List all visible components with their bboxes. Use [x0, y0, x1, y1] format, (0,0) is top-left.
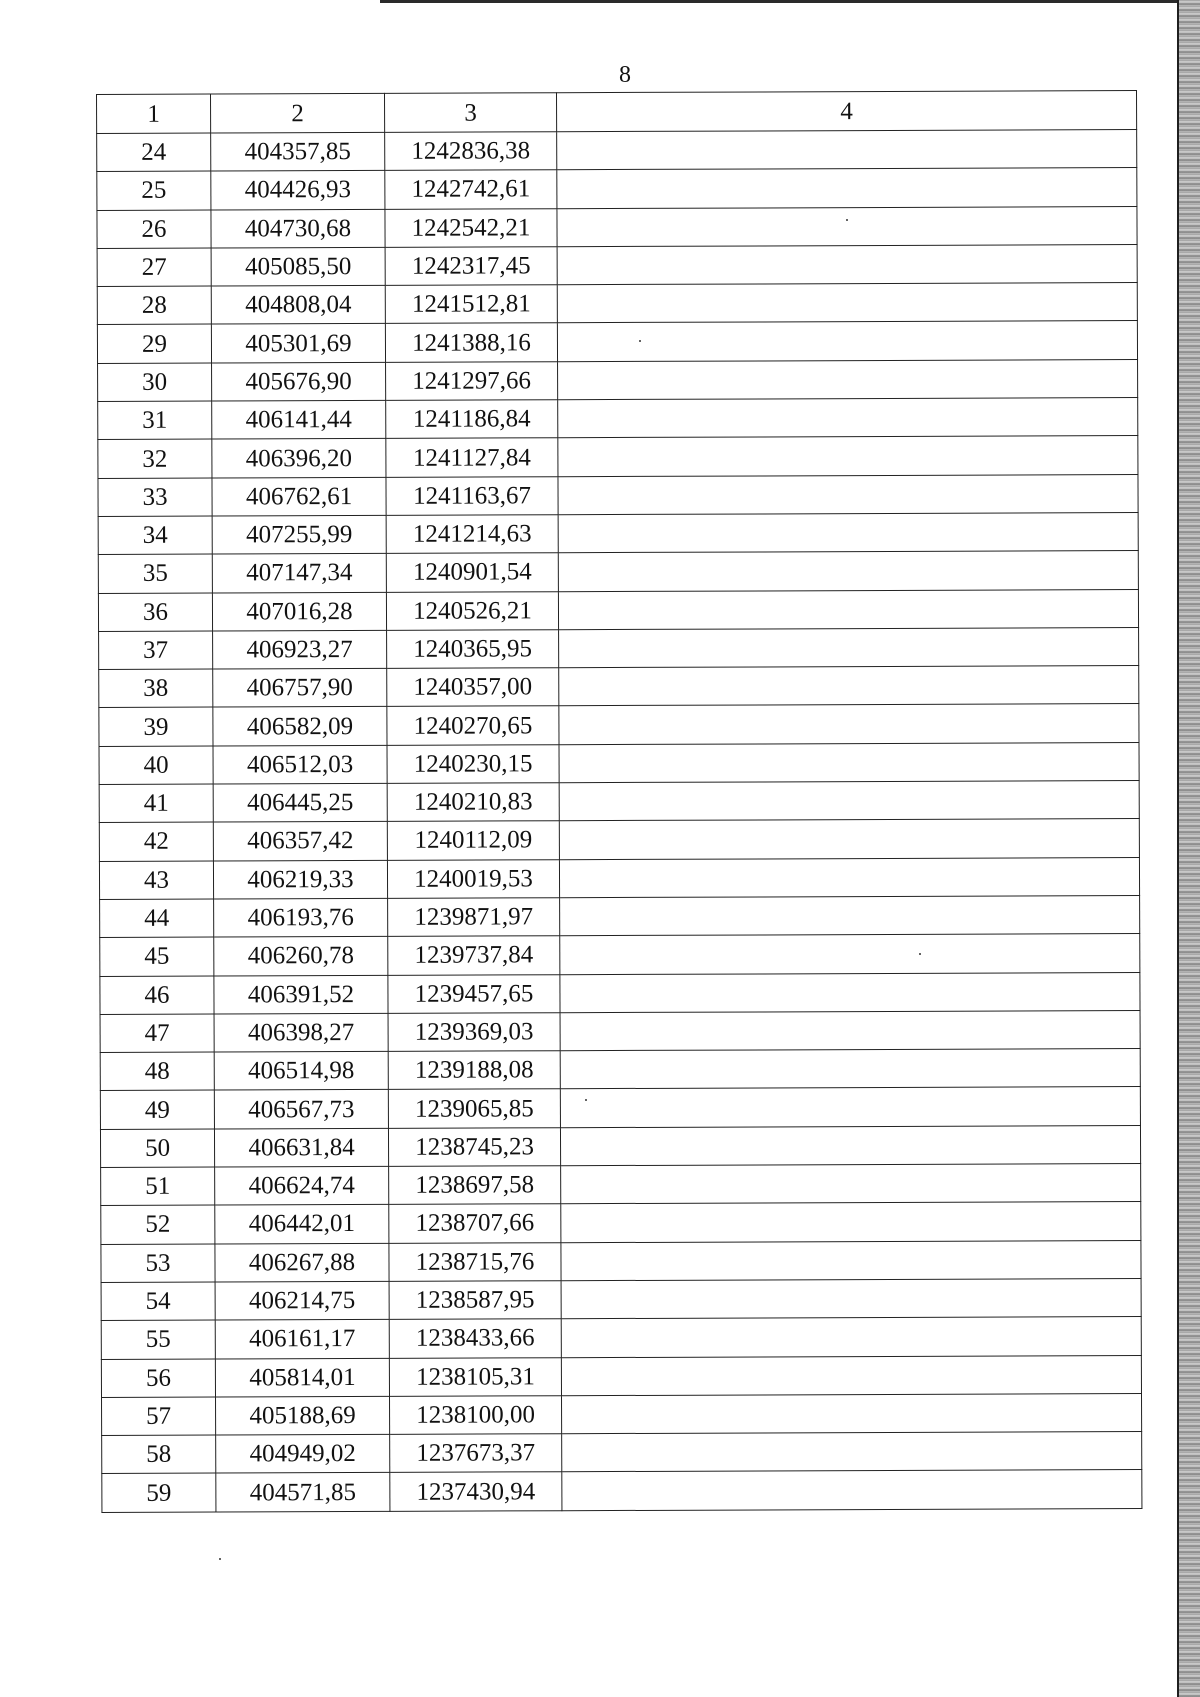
- scan-speck: [846, 219, 848, 221]
- table-cell-col-2: 407016,28: [212, 592, 386, 631]
- table-cell-col-3: 1240526,21: [386, 591, 558, 630]
- table-row: [100, 934, 1140, 976]
- table-row: [98, 359, 1138, 401]
- table-cell-col-4: [559, 857, 1139, 898]
- table-cell-col-2: 404808,04: [211, 286, 385, 325]
- table-cell-col-3: 1237430,94: [390, 1472, 562, 1511]
- table-cell-col-2: 406398,27: [214, 1013, 388, 1052]
- header-cell-4: 4: [556, 91, 1136, 132]
- table-cell-col-3: 1239369,03: [388, 1013, 560, 1052]
- table-cell-col-1: 46: [100, 976, 214, 1015]
- table-cell-col-3: 1240112,09: [387, 821, 559, 860]
- table-row: [98, 551, 1138, 593]
- table-row: [98, 398, 1138, 440]
- table-cell-col-3: 1238433,66: [389, 1319, 561, 1358]
- table-cell-col-2: 406762,61: [212, 477, 386, 516]
- table-cell-col-2: 406141,44: [212, 400, 386, 439]
- table-cell-col-1: 36: [98, 593, 212, 632]
- table-row: [97, 130, 1137, 172]
- table-row: [97, 206, 1137, 248]
- table-cell-col-4: [561, 1278, 1141, 1319]
- table-cell-col-4: [560, 1049, 1140, 1090]
- table-row: [98, 512, 1138, 554]
- table-cell-col-3: 1239737,84: [388, 936, 560, 975]
- table-cell-col-4: [562, 1470, 1142, 1511]
- table-cell-col-2: 406391,52: [214, 975, 388, 1014]
- table-row: [98, 589, 1138, 631]
- table-cell-col-1: 31: [98, 401, 212, 440]
- table-row: [98, 436, 1138, 478]
- table-row: [100, 1010, 1140, 1052]
- table-cell-col-4: [558, 474, 1138, 515]
- table-cell-col-3: 1241388,16: [385, 323, 557, 362]
- table-cell-col-4: [558, 398, 1138, 439]
- table-cell-col-4: [561, 1240, 1141, 1281]
- table-cell-col-2: 406193,76: [214, 898, 388, 937]
- table-row: [101, 1202, 1141, 1244]
- table-cell-col-1: 35: [98, 554, 212, 593]
- table-row: [102, 1470, 1142, 1512]
- table-cell-col-3: 1239871,97: [388, 898, 560, 937]
- table-row: [100, 1049, 1140, 1091]
- table-cell-col-3: 1240357,00: [387, 668, 559, 707]
- table-cell-col-1: 25: [97, 171, 211, 210]
- table-cell-col-4: [557, 244, 1137, 285]
- table-row: [99, 742, 1139, 784]
- table-cell-col-3: 1240365,95: [387, 630, 559, 669]
- table-cell-col-4: [560, 934, 1140, 975]
- table-cell-col-3: 1241297,66: [386, 362, 558, 401]
- table-cell-col-1: 26: [97, 210, 211, 249]
- table-row: [98, 474, 1138, 516]
- table-cell-col-2: 406631,84: [214, 1128, 388, 1167]
- table-row: [101, 1355, 1141, 1397]
- table-cell-col-4: [558, 436, 1138, 477]
- table-cell-col-1: 47: [100, 1014, 214, 1053]
- table-cell-col-4: [560, 972, 1140, 1013]
- table-cell-col-4: [558, 589, 1138, 630]
- table-cell-col-4: [559, 742, 1139, 783]
- header-cell-3: 3: [384, 93, 556, 133]
- table-cell-col-2: 404357,85: [211, 132, 385, 171]
- table-cell-col-1: 44: [100, 899, 214, 938]
- table-cell-col-4: [561, 1317, 1141, 1358]
- table-cell-col-3: 1238697,58: [389, 1166, 561, 1205]
- table-row: [102, 1393, 1142, 1435]
- table-cell-col-4: [559, 666, 1139, 707]
- scan-speck: [585, 1099, 587, 1101]
- table-row: [97, 168, 1137, 210]
- table-cell-col-2: 406624,74: [215, 1166, 389, 1205]
- table-row: [100, 1125, 1140, 1167]
- table-cell-col-1: 37: [99, 631, 213, 670]
- table-cell-col-3: 1242542,21: [385, 208, 557, 247]
- table-cell-col-3: 1242742,61: [385, 170, 557, 209]
- table-cell-col-2: 406214,75: [215, 1281, 389, 1320]
- table-cell-col-3: 1237673,37: [390, 1434, 562, 1473]
- table-cell-col-1: 29: [97, 325, 211, 364]
- table-cell-col-2: 406260,78: [214, 937, 388, 976]
- header-cell-1: 1: [97, 94, 211, 133]
- table-cell-col-3: 1238707,66: [389, 1204, 561, 1243]
- table-cell-col-3: 1240210,83: [387, 783, 559, 822]
- table-row: [101, 1317, 1141, 1359]
- table-row: [100, 972, 1140, 1014]
- table-cell-col-2: 406514,98: [214, 1052, 388, 1091]
- table-cell-col-3: 1241214,63: [386, 515, 558, 554]
- table-cell-col-4: [557, 168, 1137, 209]
- table-cell-col-3: 1238587,95: [389, 1281, 561, 1320]
- table-cell-col-4: [559, 704, 1139, 745]
- table-cell-col-3: 1240019,53: [387, 859, 559, 898]
- coordinates-table: [96, 90, 1142, 1513]
- table-cell-col-1: 51: [101, 1167, 215, 1206]
- table-row: [99, 666, 1139, 708]
- table-cell-col-1: 53: [101, 1244, 215, 1283]
- table-body: [97, 91, 1142, 1513]
- table-cell-col-1: 27: [97, 248, 211, 287]
- table-cell-col-4: [559, 627, 1139, 668]
- table-cell-col-4: [557, 321, 1137, 362]
- table-cell-col-1: 49: [100, 1090, 214, 1129]
- table-cell-col-3: 1240270,65: [387, 706, 559, 745]
- table-cell-col-2: 406757,90: [213, 669, 387, 708]
- table-cell-col-2: 404426,93: [211, 171, 385, 210]
- table-cell-col-3: 1242317,45: [385, 247, 557, 286]
- table-cell-col-2: 405301,69: [211, 324, 385, 363]
- table-cell-col-1: 39: [99, 708, 213, 747]
- table-cell-col-3: 1238715,76: [389, 1242, 561, 1281]
- table-cell-col-1: 50: [100, 1129, 214, 1168]
- table-row: [99, 627, 1139, 669]
- scan-speck: [219, 1558, 221, 1560]
- table-row: [97, 244, 1137, 286]
- table-cell-col-4: [560, 1087, 1140, 1128]
- table-cell-col-2: 406396,20: [212, 439, 386, 478]
- table-row: [99, 781, 1139, 823]
- table-cell-col-1: 38: [99, 669, 213, 708]
- page-top-edge: [380, 0, 1200, 3]
- table-cell-col-4: [559, 819, 1139, 860]
- table-row: [99, 857, 1139, 899]
- table-cell-col-1: 55: [101, 1320, 215, 1359]
- table-cell-col-1: 56: [101, 1359, 215, 1398]
- table-cell-col-3: 1241163,67: [386, 476, 558, 515]
- table-cell-col-4: [558, 551, 1138, 592]
- table-row: [101, 1164, 1141, 1206]
- table-cell-col-1: 42: [99, 822, 213, 861]
- table-cell-col-1: 59: [102, 1473, 216, 1512]
- table-cell-col-3: 1238105,31: [389, 1357, 561, 1396]
- table-cell-col-3: 1239457,65: [388, 974, 560, 1013]
- table-cell-col-2: 406267,88: [215, 1243, 389, 1282]
- table-cell-col-4: [558, 512, 1138, 553]
- table-cell-col-4: [560, 1010, 1140, 1051]
- table-cell-col-1: 52: [101, 1205, 215, 1244]
- table-cell-col-2: 406923,27: [213, 630, 387, 669]
- table-cell-col-4: [561, 1164, 1141, 1205]
- scanned-page-edge: [1177, 0, 1200, 1697]
- table-cell-col-1: 54: [101, 1282, 215, 1321]
- table-cell-col-1: 28: [97, 286, 211, 325]
- table-cell-col-4: [558, 359, 1138, 400]
- table-row: [99, 819, 1139, 861]
- table-cell-col-1: 41: [99, 784, 213, 823]
- scan-speck: [639, 340, 641, 342]
- table-cell-col-2: 407147,34: [212, 554, 386, 593]
- table-cell-col-3: 1239188,08: [388, 1051, 560, 1090]
- table-cell-col-3: 1241127,84: [386, 438, 558, 477]
- table-cell-col-4: [557, 283, 1137, 324]
- table-cell-col-2: 405188,69: [216, 1396, 390, 1435]
- table-cell-col-4: [557, 130, 1137, 171]
- header-cell-2: 2: [211, 93, 385, 133]
- table-cell-col-1: 43: [99, 861, 213, 900]
- table-row: [97, 283, 1137, 325]
- table-cell-col-3: 1241512,81: [385, 285, 557, 324]
- table-cell-col-1: 33: [98, 478, 212, 517]
- table-cell-col-2: 406512,03: [213, 745, 387, 784]
- table-cell-col-4: [562, 1393, 1142, 1434]
- table-cell-col-4: [560, 1125, 1140, 1166]
- table-cell-col-2: 407255,99: [212, 515, 386, 554]
- table-cell-col-4: [560, 895, 1140, 936]
- table-cell-col-1: 40: [99, 746, 213, 785]
- table-row: [100, 1087, 1140, 1129]
- table-cell-col-3: 1238745,23: [388, 1127, 560, 1166]
- table-cell-col-4: [559, 781, 1139, 822]
- table-cell-col-2: 406445,25: [213, 783, 387, 822]
- table-cell-col-1: 24: [97, 133, 211, 172]
- page-number: 8: [619, 62, 631, 88]
- table-cell-col-2: 406582,09: [213, 707, 387, 746]
- table-cell-col-3: 1241186,84: [386, 400, 558, 439]
- table-row: [101, 1240, 1141, 1282]
- table-cell-col-1: 48: [100, 1052, 214, 1091]
- table-cell-col-2: 406357,42: [213, 822, 387, 861]
- table-cell-col-2: 406442,01: [215, 1205, 389, 1244]
- table-cell-col-1: 57: [102, 1397, 216, 1436]
- table-header-row: [97, 91, 1137, 134]
- table-cell-col-2: 404949,02: [216, 1434, 390, 1473]
- table-row: [97, 321, 1137, 363]
- table-row: [102, 1432, 1142, 1474]
- scan-speck: [919, 953, 921, 955]
- table-row: [100, 895, 1140, 937]
- table-cell-col-3: 1238100,00: [390, 1396, 562, 1435]
- table-cell-col-2: 406567,73: [214, 1090, 388, 1129]
- table-cell-col-1: 58: [102, 1435, 216, 1474]
- table-cell-col-1: 32: [98, 439, 212, 478]
- table-cell-col-1: 34: [98, 516, 212, 555]
- table-cell-col-4: [562, 1432, 1142, 1473]
- table-cell-col-2: 404730,68: [211, 209, 385, 248]
- table-cell-col-4: [561, 1202, 1141, 1243]
- table-cell-col-3: 1242836,38: [385, 132, 557, 171]
- table-cell-col-2: 405676,90: [212, 362, 386, 401]
- table-cell-col-2: 406219,33: [213, 860, 387, 899]
- table-row: [99, 704, 1139, 746]
- table-cell-col-2: 406161,17: [215, 1320, 389, 1359]
- table-cell-col-3: 1239065,85: [388, 1089, 560, 1128]
- table-row: [101, 1278, 1141, 1320]
- table-cell-col-3: 1240901,54: [386, 553, 558, 592]
- table-cell-col-4: [561, 1355, 1141, 1396]
- table-cell-col-1: 45: [100, 937, 214, 976]
- table-cell-col-3: 1240230,15: [387, 744, 559, 783]
- table-cell-col-2: 405814,01: [215, 1358, 389, 1397]
- table-cell-col-2: 404571,85: [216, 1473, 390, 1512]
- table-cell-col-2: 405085,50: [211, 247, 385, 286]
- table-cell-col-1: 30: [98, 363, 212, 402]
- table-cell-col-4: [557, 206, 1137, 247]
